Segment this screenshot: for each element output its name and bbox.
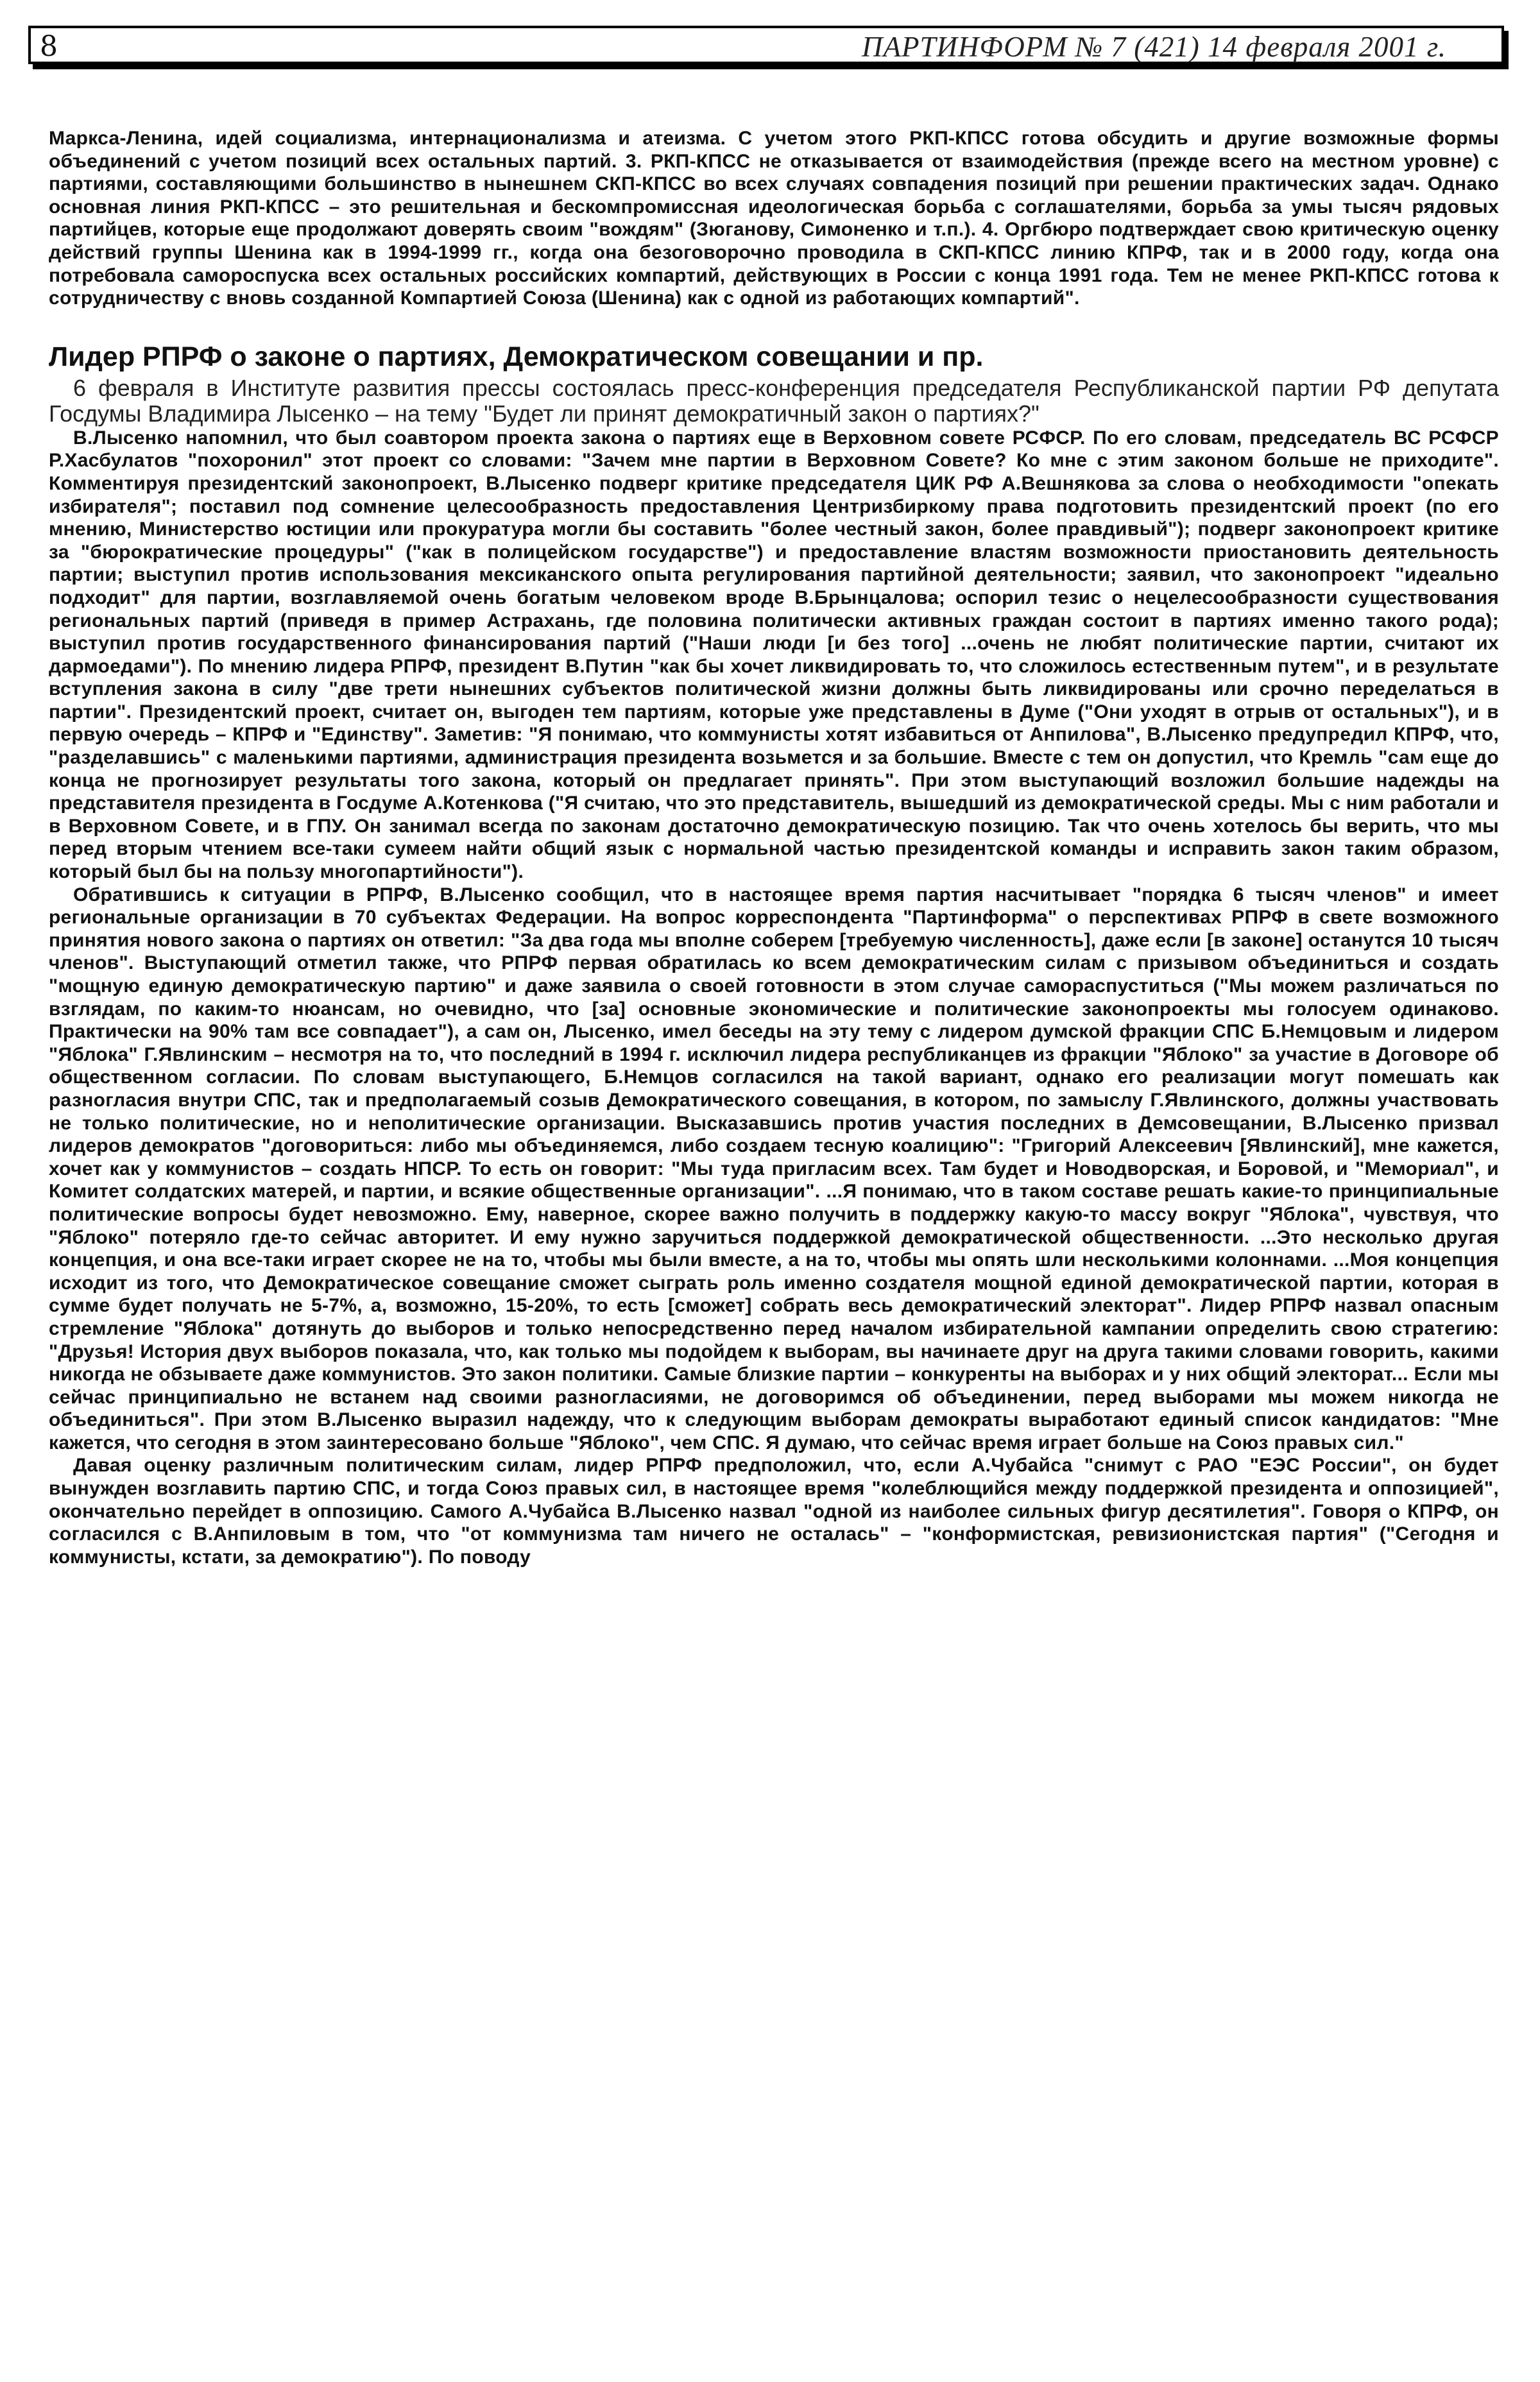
page-number: 8: [40, 30, 58, 63]
lead-paragraph: 6 февраля в Институте развития прессы состоялась пресс-конференция председателя Республиканской партии РФ депутата Госдумы Владимира Лысенко – на тему "Будет ли принят демократичный закон о партиях?": [49, 374, 1499, 427]
issue-line: ПАРТИНФОРМ № 7 (421) 14 февраля 2001 г.: [862, 31, 1446, 63]
paragraph-political-forces: Давая оценку различным политическим силам, лидер РПРФ предположил, что, если А.Чубайса "снимут с РАО "ЕЭС России", он будет вынужден возглавить партию СПС, и тогда Союз правых сил, в настоящее время "колеблющийся между поддержкой президента и оппозицией", окончательно перейдет в оппозицию. Самого А.Чубайса В.Лысенко назвал "одной из наиболее сильных фигур десятилетия". Говоря о КПРФ, он согласился с В.Анпиловым в том, что "от коммунизма там ничего не осталась" – "конформистская, ревизионистская партия" ("Сегодня и коммунисты, кстати, за демократию"). По поводу: [49, 1455, 1499, 1568]
article-body: [49, 127, 1499, 1568]
intro-paragraph: Маркса-Ленина, идей социализма, интернационализма и атеизма. С учетом этого РКП-КПСС готова обсудить и другие возможные формы объединений с учетом позиций всех остальных партий. 3. РКП-КПСС не отказывается от взаимодействия (прежде всего на местном уровне) с партиями, составляющими большинство в нынешнем СКП-КПСС во всех случаях совпадения позиций при решении практических задач. Однако основная линия РКП-КПСС – это решительная и бескомпромиссная идеологическая борьба с соглашателями, борьба за умы тысяч рядовых партийцев, которые еще продолжают доверять своим "вождям" (Зюганову, Симоненко и т.п.). 4. Оргбюро подтверждает свою критическую оценку действий группы Шенина как в 1994-1999 гг., когда она безоговорочно проводила в СКП-КПСС линию КПРФ, так и в 2000 году, когда она потребовала самороспуска всех остальных российских компартий, действующих в России с конца 1991 года. Тем не менее РКП-КПСС готова к сотрудничеству с вновь созданной Компартией Союза (Шенина) как с одной из работающих компартий".: [49, 128, 1499, 309]
paragraph-party-situation: Обратившись к ситуации в РПРФ, В.Лысенко сообщил, что в настоящее время партия насчитывает "порядка 6 тысяч членов" и имеет региональные организации в 70 субъектах Федерации. На вопрос корреспондента "Партинформа" о перспективах РПРФ в свете возможного принятия нового закона о партиях он ответил: "За два года мы вполне соберем [требуемую численность], даже если [в законе] останутся 10 тысяч членов". Выступающий отметил также, что РПРФ первая обратилась ко всем демократическим силам с призывом объединиться и создать "мощную единую демократическую партию" и даже заявила о своей готовности в этом случае самораспуститься ("Мы можем различаться по взглядам, по каким-то нюансам, но очевидно, что [за] основные экономические и политические законопроекты мы голосуем одинаково. Практически на 90% там все совпадает"), а сам он, Лысенко, имел беседы на эту тему с лидером думской фракции СПС Б.Немцовым и лидером "Яблока" Г.Явлинским – несмотря на то, что последний в 1994 г. исключил лидера республиканцев из фракции "Яблоко" за участие в Договоре об общественном согласии. По словам выступающего, Б.Немцов согласился на такой вариант, однако его реализации могут помешать как разногласия внутри СПС, так и предполагаемый созыв Демократического совещания, в котором, по замыслу Г.Явлинского, должны участвовать не только политические, но и неполитические организации. Высказавшись против участия последних в Демсовещании, В.Лысенко призвал лидеров демократов "договориться: либо мы объединяемся, либо создаем тесную коалицию": "Григорий Алексеевич [Явлинский], мне кажется, хочет как у коммунистов – создать НПСР. То есть он говорит: "Мы туда пригласим всех. Там будет и Новодворская, и Боровой, и "Мемориал", и Комитет солдатских матерей, и партии, и всякие общественные организации". ...Я понимаю, что в таком составе решать какие-то принципиальные политические вопросы будет невозможно. Ему, наверное, скорее важно получить в поддержку какую-то массу вокруг "Яблока", чувствуя, что "Яблоко" потеряло где-то сейчас авторитет. И ему нужно заручиться поддержкой демократической общественности. ...Это несколько другая концепция, и она все-таки играет скорее не на то, чтобы мы были вместе, а на то, чтобы мы опять шли несколькими колоннами. ...Моя концепция исходит из того, что Демократическое совещание сможет сыграть роль именно создателя мощной единой демократической партии, которая в сумме будет получать не 5-7%, а, возможно, 15-20%, то есть [сможет] собрать весь демократический электорат". Лидер РПРФ назвал опасным стремление "Яблока" дотянуть до выборов и только непосредственно перед началом избирательной кампании определить свою стратегию: "Друзья! История двух выборов показала, что, как только мы подойдем к выборам, вы начинаете друг на друга такими словами говорить, какими никогда не обзываете даже коммунистов. Это закон политики. Самые близкие партии – конкуренты на выборах и у них общий электорат... Если мы сейчас принципиально не встанем над своими разногласиями, не договоримся об объединении, перед выборами мы можем никогда не объединиться". При этом В.Лысенко выразил надежду, что к следующим выборам демократы выработают единый список кандидатов: "Мне кажется, что сегодня в этом заинтересовано больше "Яблоко", чем СПС. Я думаю, что сейчас время играет больше на Союз правых сил.": [49, 884, 1499, 1453]
section-heading: Лидер РПРФ о законе о партиях, Демократическом совещании и пр.: [49, 341, 984, 372]
page-header: [28, 26, 1504, 64]
paragraph-law-critique: В.Лысенко напомнил, что был соавтором проекта закона о партиях еще в Верховном совете РСФСР. По его словам, председатель ВС РСФСР Р.Хасбулатов "похоронил" этот проект со словами: "Зачем мне партии в Верховном Совете? Ко мне с этим законом больше не приходите". Комментируя президентский законопроект, В.Лысенко подверг критике председателя ЦИК РФ А.Вешнякова за слова о необходимости "опекать избирателя"; поставил под сомнение целесообразность предоставления Центризбиркому права подготовить президентский проект (по его мнению, Министерство юстиции или прокуратура могли бы составить "более честный закон, более правдивый"); подверг законопроект критике за "бюрократические процедуры" ("как в полицейском государстве") и предоставление властям возможности приостановить деятельность партии; выступил против использования мексиканского опыта регулирования партийной деятельности; заявил, что законопроект "идеально подходит" для партии, возглавляемой очень богатым человеком вроде В.Брынцалова; оспорил тезис о нецелесообразности существования региональных партий (приведя в пример Астрахань, где половина политически активных граждан состоит в партиях именно такого рода); выступил против государственного финансирования партий ("Наши люди [и без того] ...очень не любят политические партии, считают их дармоедами"). По мнению лидера РПРФ, президент В.Путин "как бы хочет ликвидировать то, что сложилось естественным путем", и в результате вступления закона в силу "две трети нынешних субъектов политической жизни должны быть ликвидированы или срочно переделаться в партии". Президентский проект, считает он, выгоден тем партиям, которые уже представлены в Думе ("Они уходят в отрыв от остальных"), и в первую очередь – КПРФ и "Единству". Заметив: "Я понимаю, что коммунисты хотят избавиться от Анпилова", В.Лысенко предупредил КПРФ, что, "разделавшись" с маленькими партиями, администрация президента возьмется и за большие. Вместе с тем он допустил, что Кремль "сам еще до конца не прогнозирует результаты того закона, который он предлагает принять". При этом выступающий возложил большие надежды на представителя президента в Госдуме А.Котенкова ("Я считаю, что это представитель, вышедший из демократической среды. Мы с ним работали и в Верховном Совете, и в ГПУ. Он занимал всегда по законам достаточно демократическую позицию. Так что очень хотелось бы верить, что мы перед вторым чтением все-таки сумеем найти общий язык с нормальной частью президентской команды и исправить закон таким образом, который был бы на пользу многопартийности").: [49, 427, 1499, 883]
